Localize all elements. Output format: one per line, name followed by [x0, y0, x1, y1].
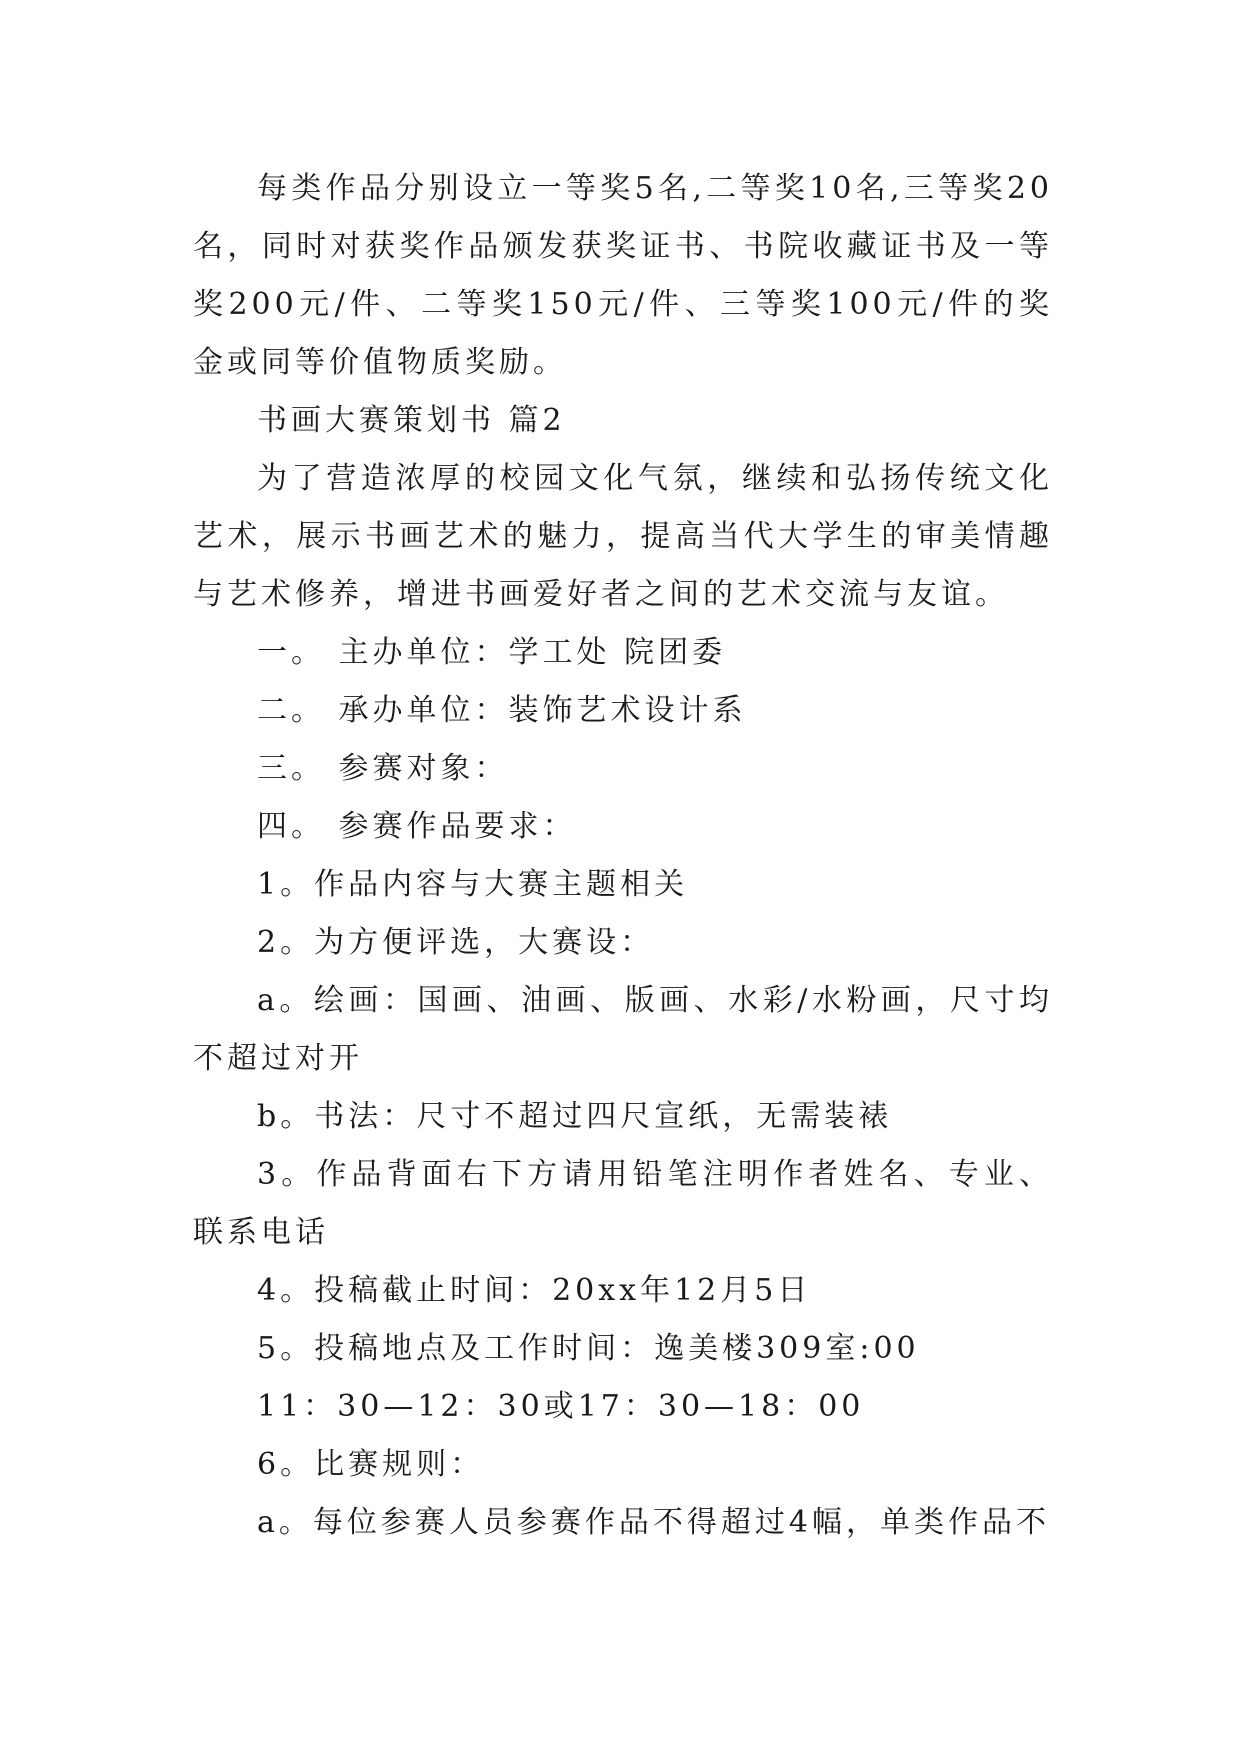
- list-item-req-3: 3。作品背面右下方请用铅笔注明作者姓名、专业、联系电话: [193, 1157, 1053, 1250]
- list-item-req-6a: a。每位参赛人员参赛作品不得超过4幅，单类作品不: [257, 1505, 1050, 1540]
- list-item-req-5: 5。投稿地点及工作时间：逸美楼309室:00: [257, 1331, 920, 1366]
- paragraph-awards: 每类作品分别设立一等奖5名,二等奖10名,三等奖20名，同时对获奖作品颁发获奖证书、书院收藏证书及一等奖200元/件、二等奖150元/件、三等奖100元/件的奖金或同等价值物质奖励。: [193, 171, 1053, 380]
- list-item-req-6: 6。比赛规则：: [257, 1447, 485, 1482]
- paragraph-purpose: 为了营造浓厚的校园文化气氛，继续和弘扬传统文化艺术，展示书画艺术的魅力，提高当代大学生的审美情趣与艺术修养，增进书画爱好者之间的艺术交流与友谊。: [193, 461, 1053, 612]
- section-heading: 书画大赛策划书 篇2: [257, 403, 566, 438]
- list-item-participants: 三。 参赛对象：: [257, 751, 509, 786]
- list-item-req-1: 1。作品内容与大赛主题相关: [257, 867, 689, 902]
- document-body: [193, 160, 1053, 1552]
- list-item-organizer: 一。 主办单位：学工处 院团委: [257, 635, 727, 670]
- list-item-req-2a: a。绘画：国画、油画、版画、水彩/水粉画，尺寸均不超过对开: [193, 983, 1053, 1076]
- list-item-req-2b: b。书法：尺寸不超过四尺宣纸，无需装裱: [257, 1099, 893, 1134]
- list-item-req-5-hours: 11：30—12：30或17：30—18：00: [257, 1389, 865, 1424]
- list-item-requirements: 四。 参赛作品要求：: [257, 809, 577, 844]
- list-item-req-4: 4。投稿截止时间：20xx年12月5日: [257, 1273, 812, 1308]
- list-item-req-2: 2。为方便评选，大赛设：: [257, 925, 655, 960]
- list-item-host: 二。 承办单位：装饰艺术设计系: [257, 693, 747, 728]
